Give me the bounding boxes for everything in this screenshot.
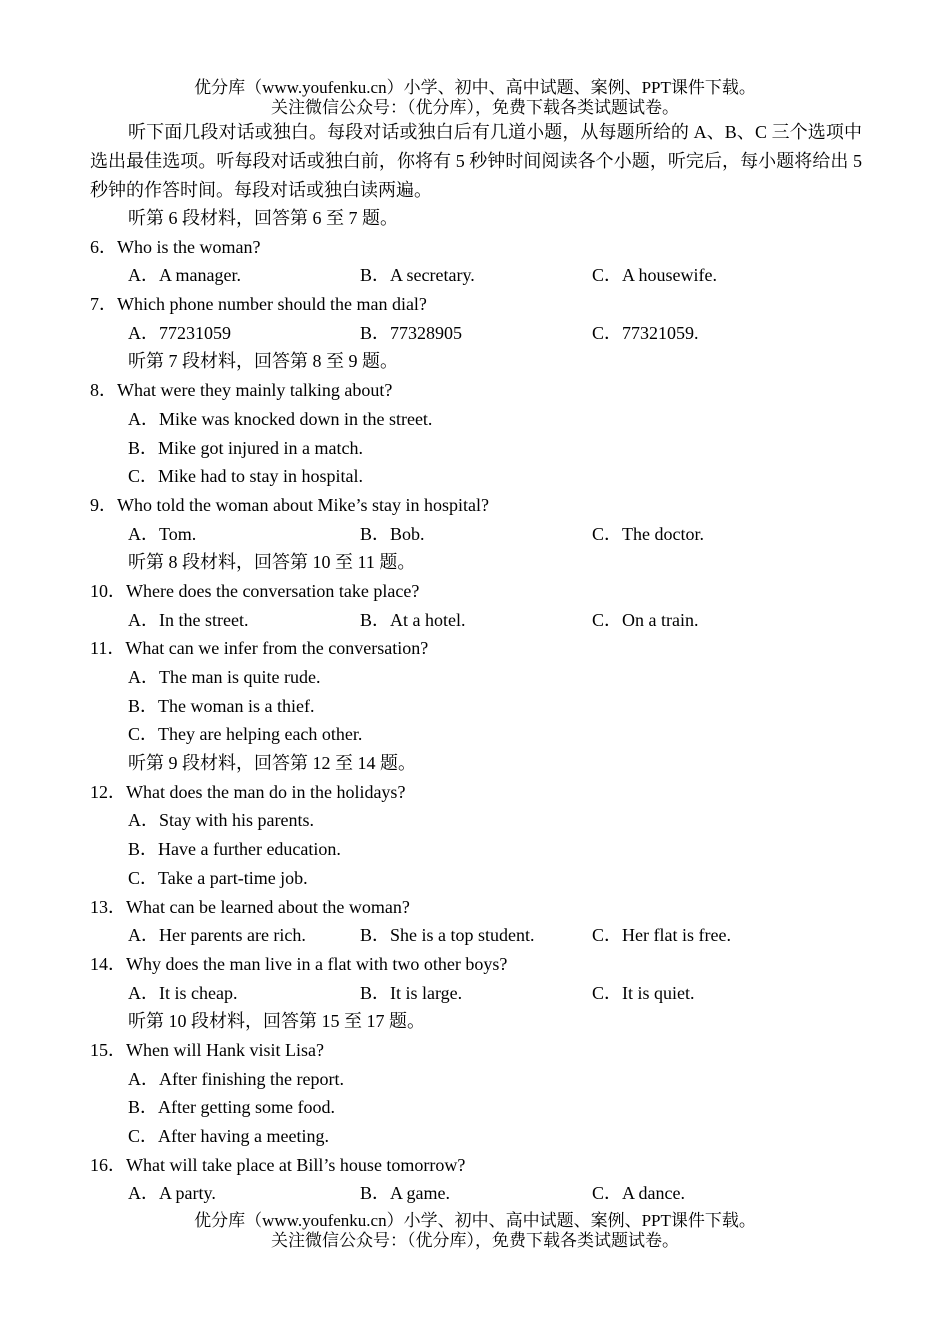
answer-option: A．After finishing the report. xyxy=(128,1068,344,1089)
answer-option: C．After having a meeting. xyxy=(128,1126,329,1146)
answer-option: B．At a hotel. xyxy=(360,609,466,630)
answer-option: A．Stay with his parents. xyxy=(128,810,314,831)
answer-option: B．77328905 xyxy=(360,322,463,343)
answer-option: A．In the street. xyxy=(128,609,249,630)
question-text: 10．Where does the conversation take place? xyxy=(90,580,420,601)
answer-option: B．A secretary. xyxy=(360,265,475,286)
section-heading: 听第 6 段材料，回答第 6 至 7 题。 xyxy=(128,208,398,228)
answer-options-row xyxy=(90,1179,862,1208)
answer-option: B．After getting some food. xyxy=(128,1097,335,1118)
answer-option: B．A game. xyxy=(360,1183,450,1204)
question-text: 15．When will Hank visit Lisa? xyxy=(90,1039,324,1060)
answer-option: A．A manager. xyxy=(128,265,241,286)
answer-option: C．They are helping each other. xyxy=(128,724,363,745)
section-heading: 听第 7 段材料，回答第 8 至 9 题。 xyxy=(128,351,398,372)
question-text: 8．What were they mainly talking about? xyxy=(90,380,393,401)
section-heading: 听第 10 段材料，回答第 15 至 17 题。 xyxy=(128,1011,425,1032)
page-footer xyxy=(0,1211,950,1251)
answer-option: C．Her flat is free. xyxy=(592,925,731,946)
answer-option: C．On a train. xyxy=(592,609,699,630)
answer-option: B．Have a further education. xyxy=(128,839,341,860)
answer-option: A．Tom. xyxy=(128,523,197,544)
answer-option: A．A party. xyxy=(128,1183,216,1204)
answer-options-row xyxy=(90,261,862,290)
footer-line-2: 关注微信公众号：（优分库），免费下载各类试题试卷。 xyxy=(271,1231,679,1250)
answer-option: A．Her parents are rich. xyxy=(128,925,306,946)
footer-line-1: 优分库（www.youfenku.cn）小学、初中、高中试题、案例、PPT课件下载。 xyxy=(194,1211,756,1230)
answer-options-row xyxy=(90,520,862,549)
answer-option: C．A housewife. xyxy=(592,265,717,286)
answer-option: B．She is a top student. xyxy=(360,925,535,946)
question-text: 9．Who told the woman about Mike’s stay in hospital? xyxy=(90,494,489,515)
answer-options-row xyxy=(90,921,862,950)
section-heading: 听第 8 段材料，回答第 10 至 11 题。 xyxy=(128,552,416,573)
answer-option: A．Mike was knocked down in the street. xyxy=(128,408,433,429)
answer-option: C．It is quiet. xyxy=(592,982,695,1003)
answer-option: A．The man is quite rude. xyxy=(128,667,321,687)
question-text: 7．Which phone number should the man dial? xyxy=(90,294,427,315)
answer-option: C．77321059. xyxy=(592,322,699,343)
answer-option: B．Mike got injured in a match. xyxy=(128,437,363,458)
header-line-1: 优分库（www.youfenku.cn）小学、初中、高中试题、案例、PPT课件下载。 xyxy=(194,78,756,97)
question-text: 11．What can we infer from the conversation? xyxy=(90,638,429,659)
question-text: 12．What does the man do in the holidays? xyxy=(90,781,406,802)
answer-option: C．The doctor. xyxy=(592,523,704,544)
answer-options-row xyxy=(90,606,862,635)
answer-options-row xyxy=(90,979,862,1008)
question-text: 14．Why does the man live in a flat with two other boys? xyxy=(90,953,508,974)
answer-option: B．Bob. xyxy=(360,523,425,544)
answer-option: B．The woman is a thief. xyxy=(128,695,315,716)
instructions-paragraph: 听下面几段对话或独白。每段对话或独白后有几道小题，从每题所给的 A、B、C 三个选项中选出最佳选项。听每段对话或独白前，你将有 5 秒钟时间阅读各个小题，听完后，每小题将给出 5 秒钟的作答时间。每段对话或独白读两遍。 xyxy=(90,122,862,200)
answer-option: C．Mike had to stay in hospital. xyxy=(128,466,363,487)
question-text: 16．What will take place at Bill’s house tomorrow? xyxy=(90,1154,466,1175)
question-list xyxy=(90,204,862,1208)
header-line-2: 关注微信公众号：（优分库），免费下载各类试题试卷。 xyxy=(271,98,679,117)
answer-option: C．A dance. xyxy=(592,1183,685,1204)
answer-option: A．77231059 xyxy=(128,322,231,343)
answer-option: B．It is large. xyxy=(360,982,463,1003)
page-header xyxy=(0,78,950,118)
question-text: 13．What can be learned about the woman? xyxy=(90,896,410,917)
answer-option: C．Take a part-time job. xyxy=(128,867,308,888)
answer-option: A．It is cheap. xyxy=(128,982,238,1003)
question-text: 6．Who is the woman? xyxy=(90,236,261,257)
answer-options-row xyxy=(90,319,862,348)
section-heading: 听第 9 段材料，回答第 12 至 14 题。 xyxy=(128,753,416,774)
